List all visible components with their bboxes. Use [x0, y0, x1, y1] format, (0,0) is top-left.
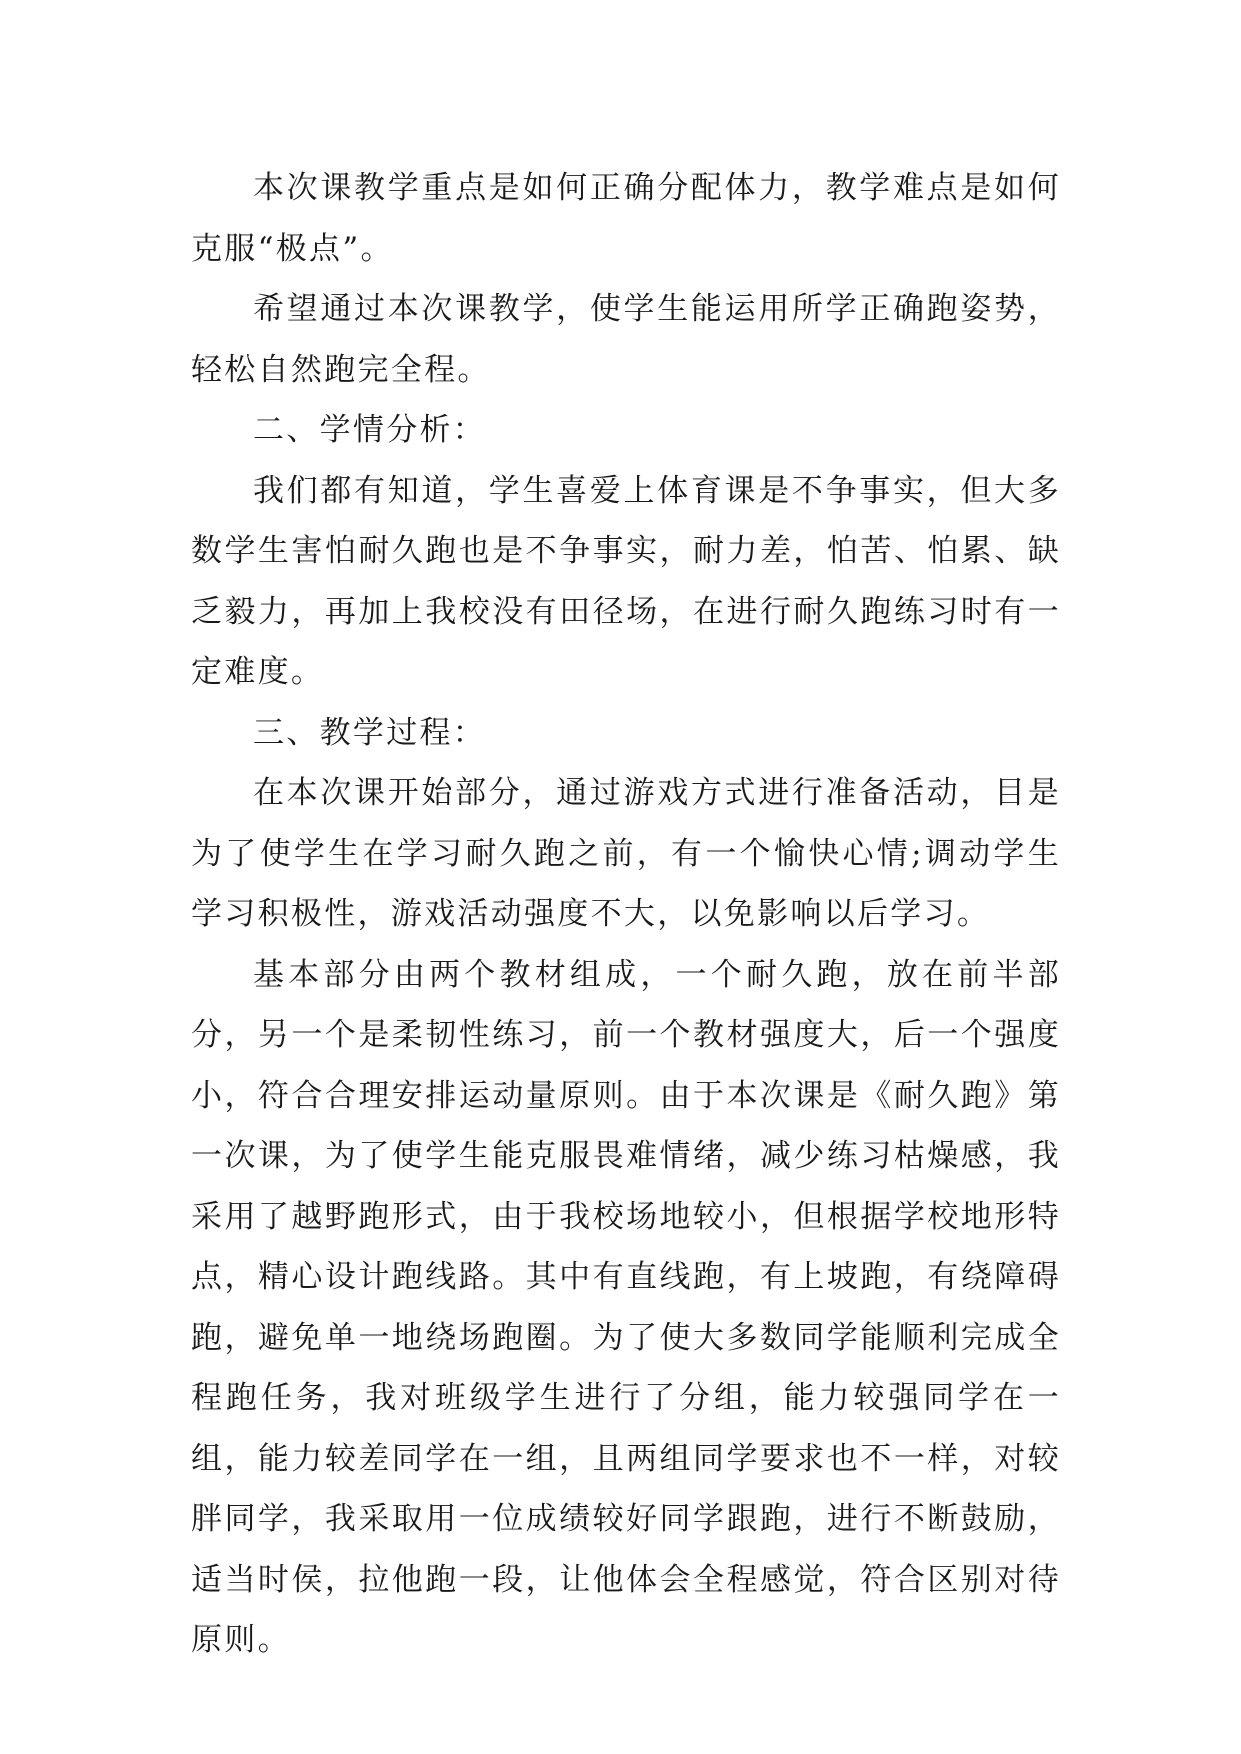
section-heading-student-analysis: 二、学情分析：: [253, 412, 487, 448]
paragraph-basic-part: 基本部分由两个教材组成，一个耐久跑，放在前半部分，另一个是柔韧性练习，前一个教材强度大，后一个强度小，符合合理安排运动量原则。由于本次课是《耐久跑》第一次课，为了使学生能克服畏难情绪，减少练习枯燥感，我采用了越野跑形式，由于我校场地较小，但根据学校地形特点，精心设计跑线路。其中有直线跑，有上坡跑，有绕障碍跑，避免单一地绕场跑圈。为了使大多数同学能顺利完成全程跑任务，我对班级学生进行了分组，能力较强同学在一组，能力较差同学在一组，且两组同学要求也不一样，对较胖同学，我采取用一位成绩较好同学跟跑，进行不断鼓励，适当时侯，拉他跑一段，让他体会全程感觉，符合区别对待原则。: [191, 956, 1061, 1658]
paragraph-teaching-focus: 本次课教学重点是如何正确分配体力，教学难点是如何克服“极点”。: [191, 170, 1061, 267]
paragraph-opening-part: 在本次课开始部分，通过游戏方式进行准备活动，目是为了使学生在学习耐久跑之前，有一个愉快心情;调动学生学习积极性，游戏活动强度不大，以免影响以后学习。: [191, 775, 1061, 932]
paragraph-student-analysis: 我们都有知道，学生喜爱上体育课是不争事实，但大多数学生害怕耐久跑也是不争事实，耐力差，怕苦、怕累、缺乏毅力，再加上我校没有田径场，在进行耐久跑练习时有一定难度。: [191, 472, 1061, 690]
paragraph-teaching-goal: 希望通过本次课教学，使学生能运用所学正确跑姿势，轻松自然跑完全程。: [191, 291, 1061, 388]
section-heading-teaching-process: 三、教学过程：: [253, 714, 487, 751]
document-body: [191, 158, 1061, 1671]
